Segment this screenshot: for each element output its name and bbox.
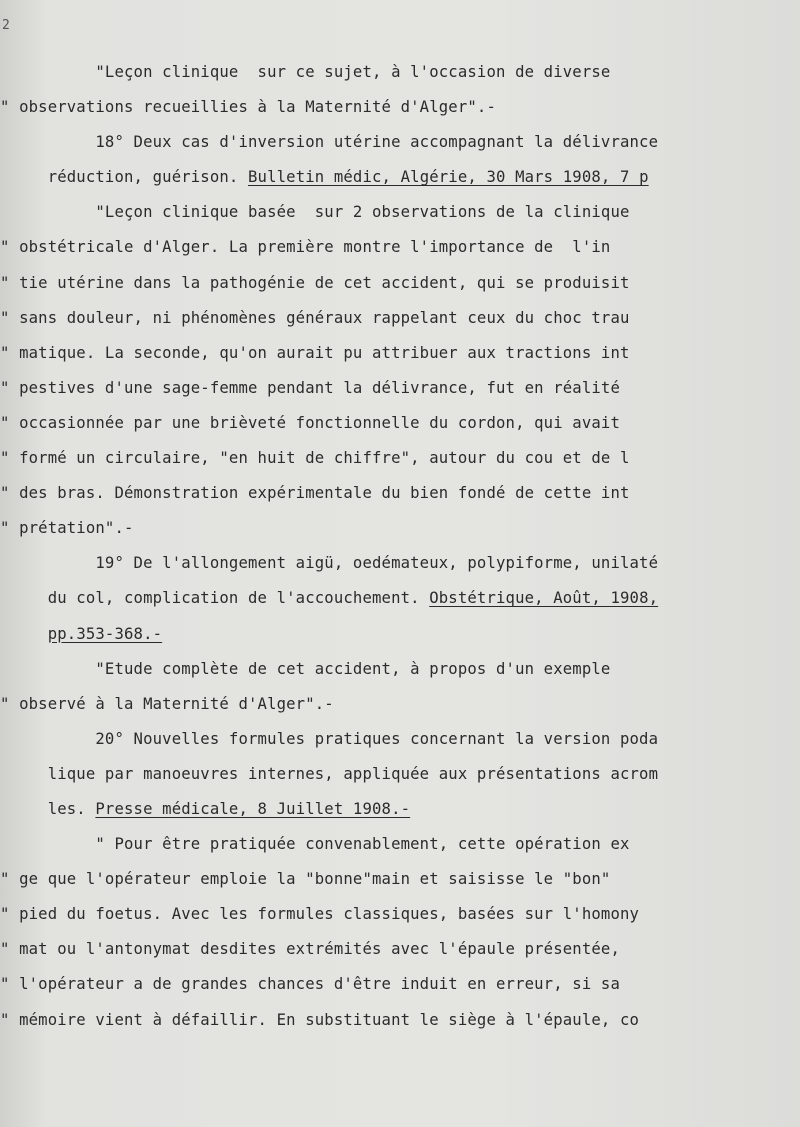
text-segment: " obstétricale d'Alger. La première montre l'importance de l'in — [0, 238, 611, 257]
text-segment: " mat ou l'antonymat desdites extrémités avec l'épaule présentée, — [0, 940, 620, 959]
text-segment: " matique. La seconde, qu'on aurait pu attribuer aux tractions int — [0, 343, 630, 362]
text-segment: " mémoire vient à défaillir. En substituant le siège à l'épaule, co — [0, 1010, 640, 1029]
text-line — [0, 55, 800, 90]
text-segment: 20° Nouvelles formules pratiques concernant la version poda — [0, 729, 659, 748]
text-line — [0, 1003, 800, 1038]
text-line — [0, 617, 800, 652]
text-segment: " l'opérateur a de grandes chances d'être induit en erreur, si sa — [0, 975, 620, 994]
text-segment: " ge que l'opérateur emploie la "bonne"main et saisisse le "bon" — [0, 870, 611, 889]
text-line — [0, 792, 800, 827]
text-segment: lique par manoeuvres internes, appliquée aux présentations acrom — [0, 764, 659, 783]
text-line — [0, 301, 800, 336]
text-segment: "Leçon clinique basée sur 2 observations de la clinique — [0, 203, 630, 222]
page-edge-mark: 2 — [2, 18, 10, 33]
typed-text-block — [0, 55, 800, 1038]
text-segment: les. — [0, 799, 96, 818]
text-line — [0, 90, 800, 125]
underlined-citation: Bulletin médic, Algérie, 30 Mars 1908, 7 p — [248, 168, 649, 187]
text-segment: " pestives d'une sage-femme pendant la délivrance, fut en réalité — [0, 378, 620, 397]
text-segment: " sans douleur, ni phénomènes généraux rappelant ceux du choc trau — [0, 308, 630, 327]
text-line — [0, 266, 800, 301]
text-line — [0, 511, 800, 546]
text-line — [0, 546, 800, 581]
text-segment: " prétation".- — [0, 519, 134, 538]
text-line — [0, 757, 800, 792]
text-line — [0, 441, 800, 476]
underlined-citation: Presse médicale, 8 Juillet 1908.- — [95, 799, 411, 818]
text-segment: " observations recueillies à la Maternité d'Alger".- — [0, 98, 496, 117]
text-line — [0, 371, 800, 406]
text-segment: "Etude complète de cet accident, à propos d'un exemple — [0, 659, 611, 678]
text-line — [0, 230, 800, 265]
text-segment: " des bras. Démonstration expérimentale du bien fondé de cette int — [0, 484, 630, 503]
text-line — [0, 722, 800, 757]
text-line — [0, 967, 800, 1002]
text-line — [0, 195, 800, 230]
text-segment: " Pour être pratiquée convenablement, cette opération ex — [0, 835, 630, 854]
text-segment: " observé à la Maternité d'Alger".- — [0, 694, 334, 713]
text-segment: 18° Deux cas d'inversion utérine accompagnant la délivrance — [0, 133, 659, 152]
text-line — [0, 652, 800, 687]
text-segment: " occasionnée par une brièveté fonctionnelle du cordon, qui avait — [0, 413, 620, 432]
text-line — [0, 827, 800, 862]
text-line — [0, 125, 800, 160]
text-line — [0, 476, 800, 511]
text-segment: "Leçon clinique sur ce sujet, à l'occasion de diverse — [0, 63, 611, 81]
text-segment: du col, complication de l'accouchement. — [0, 589, 430, 608]
text-segment: " tie utérine dans la pathogénie de cet accident, qui se produisit — [0, 273, 630, 292]
text-segment: " formé un circulaire, "en huit de chiffre", autour du cou et de l — [0, 449, 630, 468]
text-line — [0, 406, 800, 441]
text-line — [0, 160, 800, 195]
underlined-citation: pp.353-368.- — [47, 624, 163, 643]
text-segment — [0, 617, 48, 652]
text-line — [0, 687, 800, 722]
text-segment: 19° De l'allongement aigü, oedémateux, polypiforme, unilaté — [0, 554, 659, 573]
text-line — [0, 932, 800, 967]
underlined-citation: Obstétrique, Août, 1908, — [429, 589, 659, 608]
text-segment: réduction, guérison. — [0, 168, 248, 187]
text-line — [0, 862, 800, 897]
text-line — [0, 581, 800, 616]
text-line — [0, 336, 800, 371]
text-segment: " pied du foetus. Avec les formules classiques, basées sur l'homony — [0, 905, 640, 924]
text-line — [0, 897, 800, 932]
